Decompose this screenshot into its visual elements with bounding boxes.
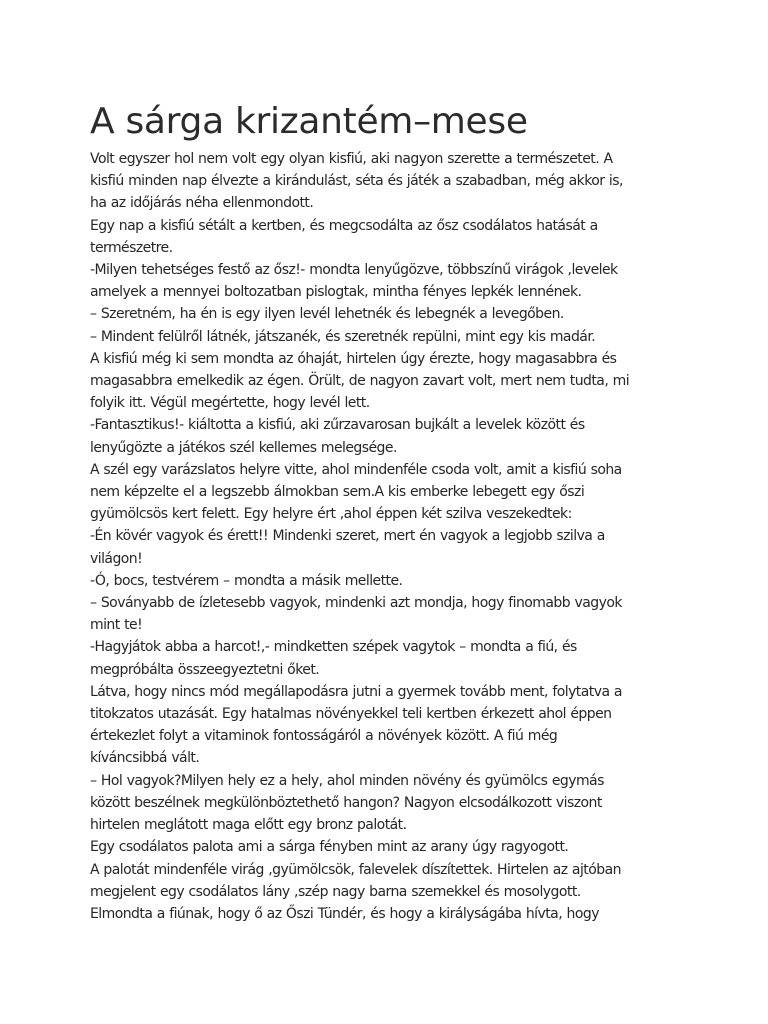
story-line: kíváncsibbá vált. [90, 750, 200, 767]
story-line: megpróbálta összeegyeztetni őket. [90, 661, 320, 678]
document-page [90, 100, 690, 925]
story-line: értekezlet folyt a vitaminok fontosságáról a növények között. A fiú még [90, 728, 558, 745]
story-line: -Ó, bocs, testvérem – mondta a másik mellette. [90, 572, 403, 589]
story-line: természetre. [90, 239, 173, 256]
story-line: világon! [90, 550, 143, 567]
story-line: A kisfiú még ki sem mondta az óhaját, hirtelen úgy érezte, hogy magasabbra és [90, 350, 617, 367]
story-line: ha az időjárás néha ellenmondott. [90, 195, 314, 212]
story-line: -Én kövér vagyok és érett!! Mindenki szeret, mert én vagyok a legjobb szilva a [90, 528, 605, 545]
story-line: között beszélnek megkülönböztethető hangon? Nagyon elcsodálkozott viszont [90, 794, 602, 811]
story-line: folyik itt. Végül megértette, hogy levél lett. [90, 395, 370, 412]
story-line: Egy csodálatos palota ami a sárga fényben mint az arany úgy ragyogott. [90, 839, 569, 856]
story-line: A szél egy varázslatos helyre vitte, ahol mindenféle csoda volt, amit a kisfiú soha [90, 461, 622, 478]
story-line: amelyek a mennyei boltozatban pislogtak, mintha fényes lepkék lennének. [90, 284, 582, 301]
story-line: gyümölcsös kert felett. Egy helyre ért ,ahol éppen két szilva veszekedtek: [90, 506, 572, 523]
story-line: megjelent egy csodálatos lány ,szép nagy barna szemekkel és mosolygott. [90, 883, 581, 900]
story-line: titokzatos utazását. Egy hatalmas növényekkel teli kertben érkezett ahol éppen [90, 706, 612, 723]
story-line: nem képzelte el a legszebb álmokban sem.A kis emberke lebegett egy őszi [90, 484, 585, 501]
story-line: – Szeretném, ha én is egy ilyen levél lehetnék és lebegnék a levegőben. [90, 306, 564, 323]
story-line: magasabbra emelkedik az égen. Örült, de nagyon zavart volt, mert nem tudta, mi [90, 373, 630, 390]
story-line: Látva, hogy nincs mód megállapodásra jutni a gyermek tovább ment, folytatva a [90, 683, 622, 700]
story-line: -Hagyjátok abba a harcot!,- mindketten szépek vagytok – mondta a fiú, és [90, 639, 577, 656]
story-line: mint te! [90, 617, 143, 634]
story-line: kisfiú minden nap élvezte a kirándulást, séta és játék a szabadban, még akkor is, [90, 173, 623, 190]
story-line: – Mindent felülről látnék, játszanék, és szeretnék repülni, mint egy kis madár. [90, 328, 596, 345]
story-line: – Hol vagyok?Milyen hely ez a hely, ahol minden növény és gyümölcs egymás [90, 772, 604, 789]
story-line: lenyűgözte a játékos szél kellemes melegsége. [90, 439, 397, 456]
story-body [90, 148, 690, 925]
story-line: A palotát mindenféle virág ,gyümölcsök, falevelek díszítettek. Hirtelen az ajtóban [90, 861, 621, 878]
story-line: Elmondta a fiúnak, hogy ő az Őszi Tündér, és hogy a királyságába hívta, hogy [90, 905, 599, 922]
story-line: Volt egyszer hol nem volt egy olyan kisfiú, aki nagyon szerette a természetet. A [90, 151, 613, 167]
story-line: Egy nap a kisfiú sétált a kertben, és megcsodálta az ősz csodálatos hatását a [90, 217, 598, 234]
story-line: hirtelen meglátott maga előtt egy bronz palotát. [90, 817, 407, 834]
story-line: -Fantasztikus!- kiáltotta a kisfiú, aki zűrzavarosan bujkált a levelek között és [90, 417, 585, 434]
story-line: – Soványabb de ízletesebb vagyok, mindenki azt mondja, hogy finomabb vagyok [90, 595, 622, 612]
document-title: A sárga krizantém–mese [90, 101, 528, 142]
story-line: -Milyen tehetséges festő az ősz!- mondta lenyűgözve, többszínű virágok ,levelek [90, 262, 618, 279]
